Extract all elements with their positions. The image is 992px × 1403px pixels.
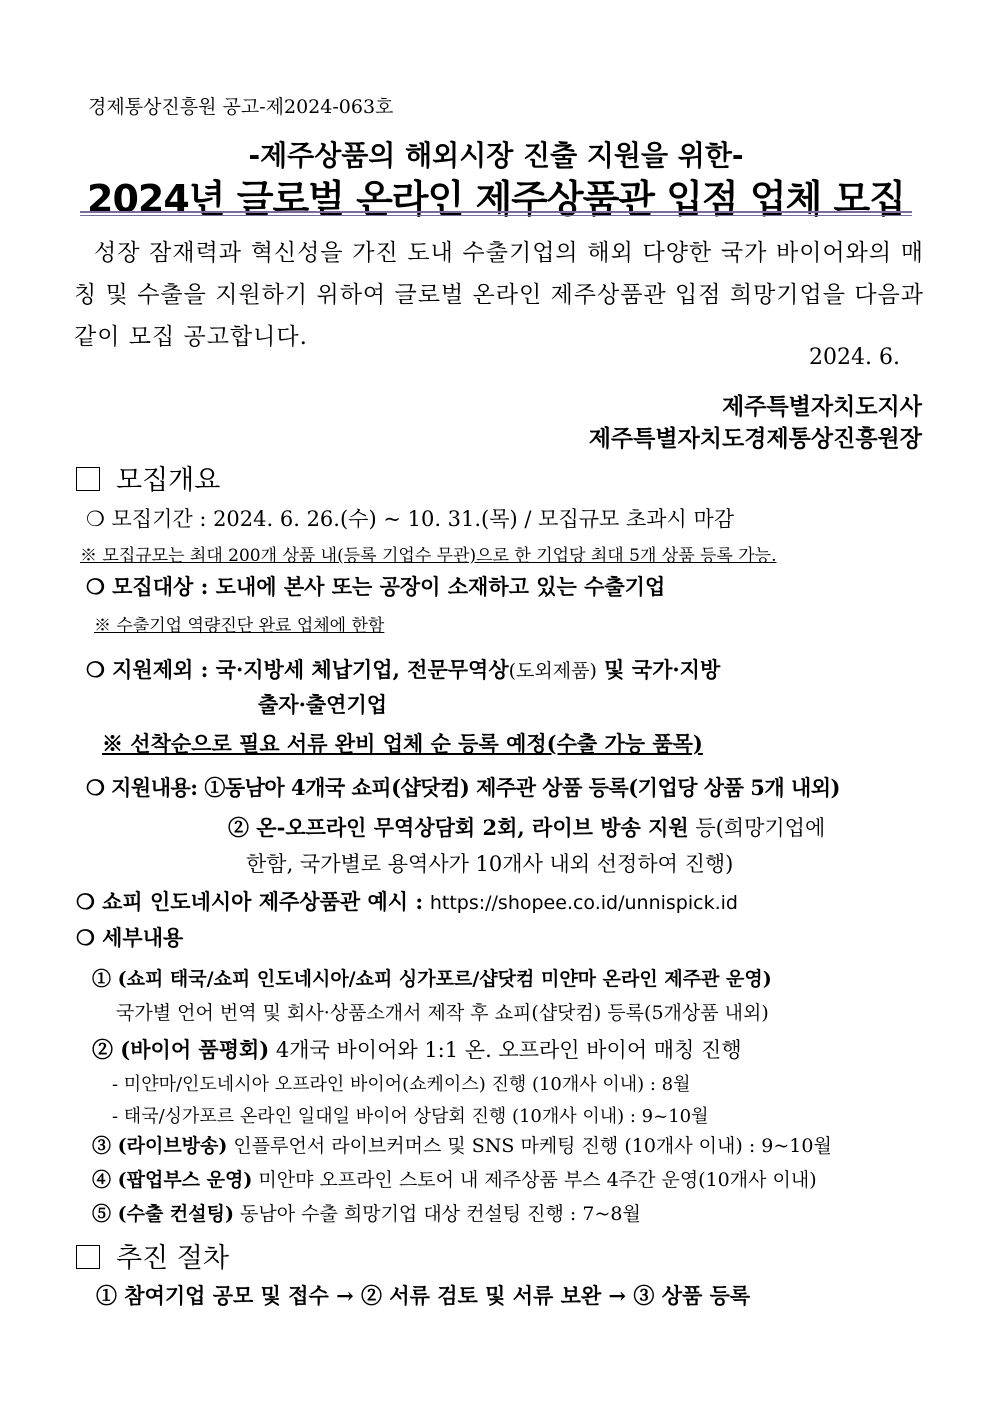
intro-paragraph: 성장 잠재력과 혁신성을 가진 도내 수출기업의 해외 다양한 국가 바이어와의 매칭 및 수출을 지원하기 위하여 글로벌 온라인 제주상품관 입점 희망기업을 다음과 같이 모집 공고합니다. [74,240,924,350]
title-main: 2024년 글로벌 온라인 제주상품관 입점 업체 모집 [87,177,905,221]
issue-date: 2024. 6. [809,345,900,370]
issuer-agency: 제주특별자치도경제통상진흥원장 [588,425,922,452]
section-heading-overview: 모집개요 [76,458,220,497]
example-row: ❍ 쇼피 인도네시아 제주상품관 예시 : https://shopee.co.id/unnispick.id [76,889,738,914]
section-heading-procedure: 추진 절차 [76,1236,229,1275]
checkbox-square-icon [76,467,100,491]
detail-heading: ❍ 세부내용 [76,925,184,950]
recruit-period-note: ※ 모집규모는 최대 200개 상품 내(등록 기업수 무관)으로 한 기업당 최대 5개 상품 등록 가능. [80,546,777,566]
notice-number: 경제통상진흥원 공고-제2024-063호 [88,96,394,118]
recruit-period: ❍ 모집기간 : 2024. 6. 26.(수) ~ 10. 31.(목) / 모집규모 초과시 마감 [86,507,735,531]
example-link[interactable]: https://shopee.co.id/unnispick.id [429,892,738,914]
issuer-governor: 제주특별자치도지사 [722,393,922,420]
support-exclusion-cont: 출자·출연기업 [258,692,388,717]
title-rule-thin [80,215,912,216]
title-rule [80,211,912,213]
detail-2-sub-2: - 태국/싱가포르 온라인 일대일 바이어 상담회 진행 (10개사 이내) : 9~10월 [112,1106,709,1127]
support-content-3: 한함, 국가별로 용역사가 10개사 내외 선정하여 진행) [246,852,734,876]
detail-2: ② (바이어 품평회) 4개국 바이어와 1:1 온. 오프라인 바이어 매칭 진행 [92,1037,742,1062]
detail-5: ⑤ (수출 컨설팅) 동남아 수출 희망기업 대상 컨설팅 진행 : 7~8월 [92,1203,641,1225]
support-content-1: ❍ 지원내용: ①동남아 4개국 쇼피(샵닷컴) 제주관 상품 등록(기업당 상품 5개 내외) [86,775,840,800]
recruit-target: ❍ 모집대상 : 도내에 본사 또는 공장이 소재하고 있는 수출기업 [86,574,666,599]
procedure-steps: ① 참여기업 공모 및 접수 → ② 서류 검토 및 서류 보완 → ③ 상품 등록 [96,1283,751,1308]
detail-1-title: ① (쇼피 태국/쇼피 인도네시아/쇼피 싱가포르/샵닷컴 미얀마 온라인 제주관 운영) [92,968,772,990]
detail-3: ③ (라이브방송) 인플루언서 라이브커머스 및 SNS 마케팅 진행 (10개사 이내) : 9~10월 [92,1135,832,1157]
detail-2-sub-1: - 미얀마/인도네시아 오프라인 바이어(쇼케이스) 진행 (10개사 이내) : 8월 [112,1074,691,1095]
title-sub: -제주상품의 해외시장 진출 지원을 위한- [248,139,744,172]
detail-1-body: 국가별 언어 번역 및 회사·상품소개서 제작 후 쇼피(샵닷컴) 등록(5개상품 내외) [116,1002,769,1024]
recruit-target-note: ※ 수출기업 역량진단 완료 업체에 한함 [94,616,385,636]
detail-4: ④ (팝업부스 운영) 미안먀 오프라인 스토어 내 제주상품 부스 4주간 운영(10개사 이내) [92,1169,817,1191]
first-come-note: ※ 선착순으로 필요 서류 완비 업체 순 등록 예정(수출 가능 품목) [102,731,703,756]
support-content-2: ② 온-오프라인 무역상담회 2회, 라이브 방송 지원 등(희망기업에 [228,815,826,840]
checkbox-square-icon [76,1245,100,1269]
support-exclusion: ❍ 지원제외 : 국·지방세 체납기업, 전문무역상(도외제품) 및 국가·지방 [86,657,721,682]
